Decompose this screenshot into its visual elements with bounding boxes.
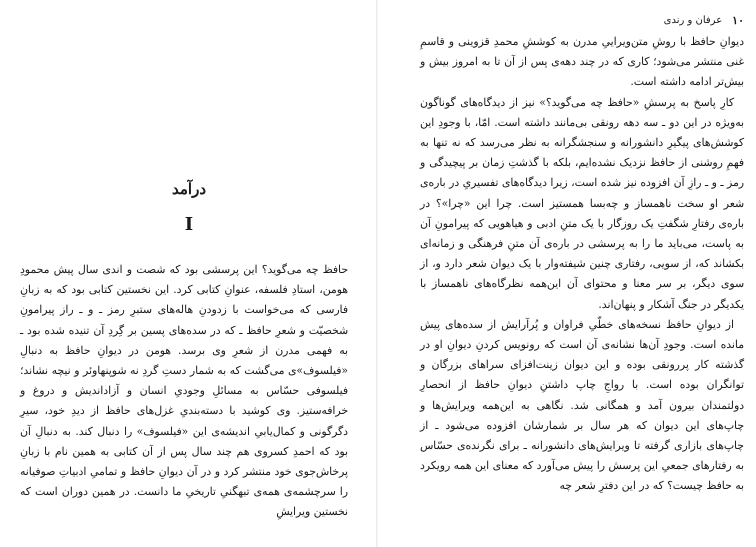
chapter-numeral: I	[184, 214, 194, 235]
paragraph: دیوانِ حافظ با روشِ متن‌ویراییِ مدرن به کوششِ محمدِ قزوینی و قاسمِ غنی منتشر می‌شود؛ کاری که در چند دهه‌ی پس از آن تا به امروز بیش و بیش‌تر ادامه داشته است.	[420, 35, 744, 89]
running-head	[398, 14, 744, 27]
running-head-title: عرفان و رندی	[663, 15, 723, 26]
paragraph: حافظ چه می‌گوید؟ این پرسشی بود که شصت و اندی سال پیش محمودِ هومن، استادِ فلسفه، عنوانِ کتابی کرد. این نخستین کتابی بود که به زبانِ فارسی که می‌خواست با زدودنِ هاله‌های ستبرِ رمز ـ و ـ راز پیرامونِ شخصیّت و شعرِ حافظ ـ که در سده‌های پسین بر گِردِ آن تنیده شده بود ـ به فهمی مدرن از شعرِ وی برسد. هومن در دیوانِ حافظ به دنبالِ «فیلسوف»ی می‌گشت که به شمار دستِ گردِ نه شوپنهاوئر و نیچه نشاند؛ فیلسوفی حسّاس به مسائلِ وجودیِ انسان و آزاداندیش و دروغ‌ و خرافه‌ستیز. وی کوشید با دسته‌بندیِ غزل‌های حافظ از دیدِ خود، سیرِ دگرگونی و کمال‌یابیِ اندیشه‌ی این «فیلسوف» را دنبال کند. به دنبالِ آن بود که احمدِ کسروی هم چند سال پس از آن کتابی به همین نام با زبانِ پرخاش‌جوی خود منتشر کرد و در آن دیوانِ حافظ و تمامیِ ادبیاتِ صوفیانه را سرچشمه‌ی همه‌ی تبهگنیِ تاریخیِ ما دانست. در همین دوران است که نخستین ویرایشِ	[20, 263, 348, 519]
right-page	[378, 0, 756, 547]
chapter-title: درآمد	[172, 180, 206, 198]
left-page-body	[20, 260, 348, 523]
paragraph: از دیوانِ حافظ نسخه‌های خطّیِ فراوان و پُرآرایش از سده‌های پیش مانده است. وجودِ آن‌ها نشانه‌ی آن است که رونویس کردنِ دیوانِ او در گذشته کار پررونقی بوده و این دیوان زینت‌افزای سراهای بزرگان و توانگران بوده است. با رواجِ چاپ داشتنِ دیوانِ حافظ از انحصارِ دولتمندان بیرون آمد و همگانی شد. نگاهی به این‌همه ویرایش‌ها و چاپ‌های این دیوان که هر سال بر شمارشان افزوده می‌شود ـ از چاپ‌های بازاری گرفته تا ویرایش‌های دانشورانه ـ برای نگرنده‌ی حسّاس به رفتارهای جمعیِ این پرسش را پیش می‌آورد که معنای این همه رویکرد به حافظ چیست؟ که در این دفترِ شعر چه	[420, 317, 744, 493]
paragraph: کارِ پاسخ به پرسشِ «حافظ چه می‌گوید؟» نیز از دیدگاه‌های گوناگون به‌ویژه در این دو ـ سه دهه رونقی بی‌مانند داشته است. امّا، با وجودِ این کوشش‌های پیگیرِ دانشورانه و سنجشگرانه به نظر می‌رسد که نه تنها به فهمِ روشنی از حافظ نزدیک نشده‌ایم، بلکه با گذشتِ زمان بر پیچیدگی و رمز ـ و ـ رازِ آن افزوده نیز شده است، زیرا دیدگاه‌های تفسیریِ در باره‌ی شعر او سخت ناهمساز و چه‌بسا همستیز است. چرا این «چرا»؟ در باره‌ی رفتارِ شگفتِ یک روزگار با یک متنِ ادبی و هیاهویی که پیرامونِ آن به پاست، می‌باید ما را به پرسشی در باره‌ی آن متنِ فرهنگی و زمانه‌ای بکشاند که، از سویی، رفتاری چنین شیفته‌وار با یک دیوان شعر دارد و، از سوی دیگر، بر سر معنا و محتوای آن این‌همه نظرگاه‌های ناهمساز با یکدیگر در جنگ آشکار و پنهان‌اند.	[420, 95, 744, 311]
page-number: ۱۰	[732, 14, 744, 27]
right-page-body	[420, 32, 744, 497]
